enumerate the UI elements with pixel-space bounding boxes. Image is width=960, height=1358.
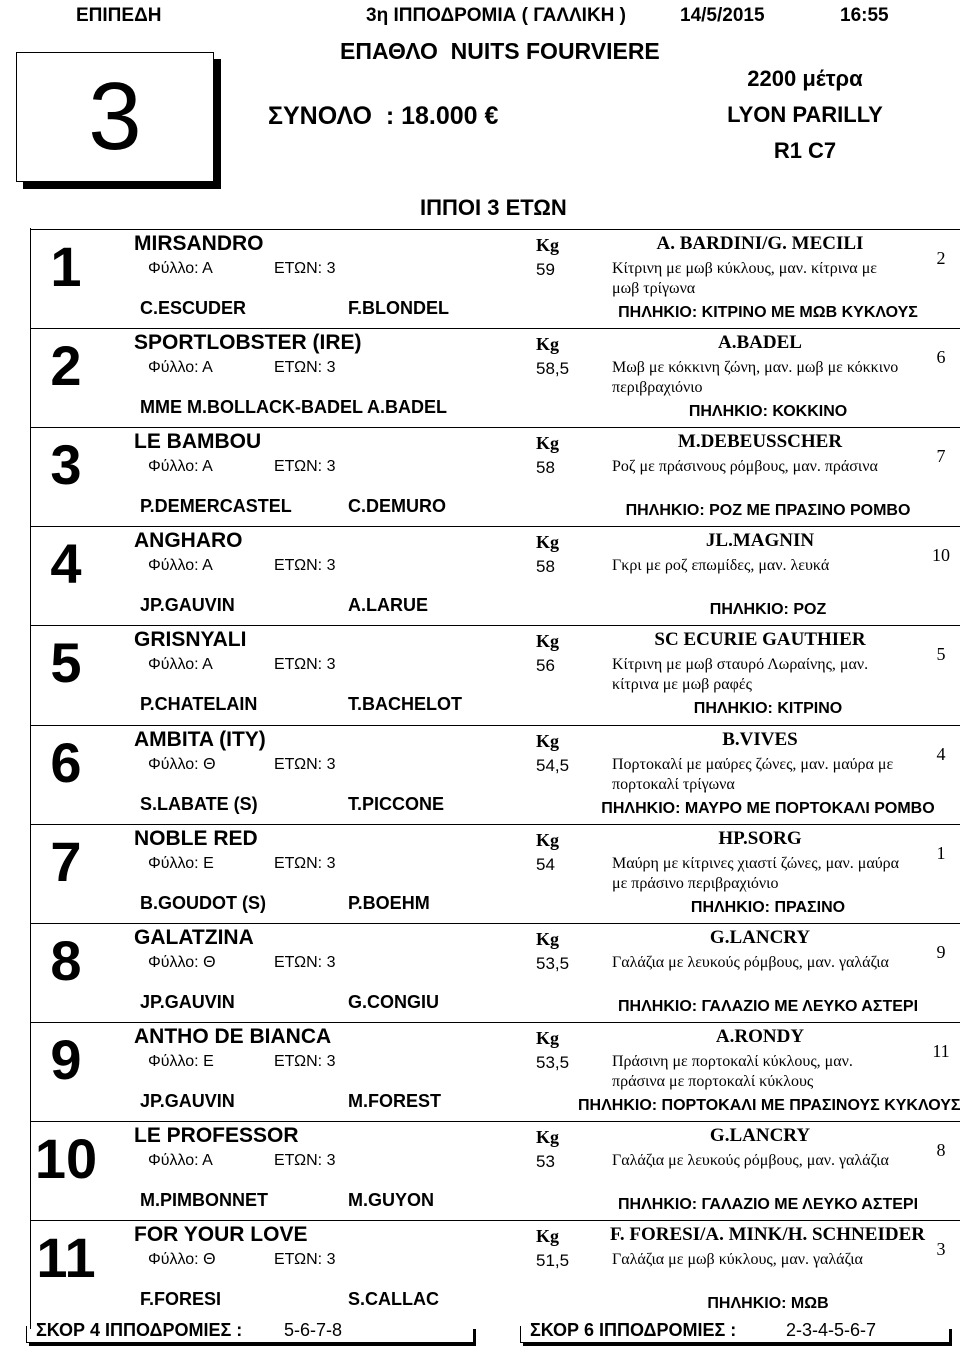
draw-number: 10 — [932, 545, 950, 566]
jockey-name: P.CHATELAIN — [140, 694, 258, 715]
horse-name: LE PROFESSOR — [134, 1123, 299, 1147]
horse-weight: 56 — [536, 656, 555, 676]
silks-colors: Γαλάζια με λευκούς ρόμβους, μαν. γαλάζια — [612, 953, 889, 971]
runner-row — [30, 923, 960, 1023]
runner-number: 8 — [50, 928, 82, 992]
kg-label: Kg — [536, 1226, 560, 1246]
horse-weight: 58,5 — [536, 359, 570, 379]
horse-sex: Φύλλο: Ε — [148, 1052, 214, 1070]
trainer-name: S.CALLAC — [348, 1289, 439, 1309]
draw-number: 1 — [936, 842, 946, 863]
score6-value: 2-3-4-5-6-7 — [786, 1320, 877, 1340]
trainer-name: M.FOREST — [348, 1090, 441, 1111]
runner-number: 3 — [50, 433, 82, 497]
horse-sex: Φύλλο: Θ — [148, 953, 216, 971]
horse-sex: Φύλλο: Α — [148, 458, 213, 476]
horse-weight: 58 — [536, 458, 555, 478]
runner-row — [30, 1121, 960, 1221]
score4-value: 5-6-7-8 — [284, 1320, 343, 1340]
horse-weight: 54,5 — [536, 755, 570, 775]
owner-name: F. FORESI/A. MINK/H. SCHNEIDER — [610, 1224, 925, 1245]
horse-name: GALATZINA — [134, 925, 254, 949]
jersey-description: ΠΗΛΗΚΙΟ: ΜΩΒ — [707, 1295, 829, 1312]
header-bar — [0, 0, 960, 30]
runner-row — [30, 725, 960, 825]
silks-colors: Γαλάζια με μωβ κύκλους, μαν. γαλάζια — [612, 1251, 863, 1268]
jersey-description: ΠΗΛΗΚΙΟ: ΡΟΖ — [709, 601, 827, 619]
silks-colors: Κίτρινη με μωβ σταυρό Λωραίνης, μαν. κίτρινα με μωβ ραφές — [612, 656, 869, 694]
race-number: 3 — [88, 63, 142, 170]
race-date: 14/5/2015 — [680, 5, 765, 26]
horse-sex: Φύλλο: Α — [148, 557, 213, 575]
trainer-name: M.GUYON — [348, 1189, 435, 1210]
horse-weight: 53,5 — [536, 953, 570, 973]
horse-age: ΕΤΩΝ: 3 — [274, 755, 336, 773]
runner-number: 6 — [50, 730, 82, 794]
trainer-name: P.BOEHM — [348, 892, 430, 913]
horse-name: SPORTLOBSTER (IRE) — [134, 331, 362, 355]
owner-name: JL.MAGNIN — [705, 530, 815, 552]
runner-row — [30, 328, 960, 428]
runner-number: 1 — [50, 235, 82, 298]
runner-row — [30, 427, 960, 527]
kg-label: Kg — [536, 829, 560, 850]
owner-name: A.RONDY — [715, 1025, 805, 1047]
trainer-name: T.BACHELOT — [348, 694, 462, 715]
horse-name: ANTHO DE BIANCA — [134, 1024, 332, 1048]
jockey-name: B.GOUDOT (S) — [140, 892, 266, 913]
kg-label: Kg — [536, 1126, 560, 1147]
horse-sex: Φύλλο: Α — [148, 1151, 213, 1169]
owner-name: G.LANCRY — [709, 926, 811, 948]
jockey-name: C.ESCUDER — [140, 298, 247, 318]
kg-label: Kg — [536, 631, 560, 652]
horse-age: ΕΤΩΝ: 3 — [274, 656, 336, 674]
horse-name: MIRSANDRO — [134, 232, 264, 255]
horse-weight: 51,5 — [536, 1251, 570, 1270]
jockey-name: M.PIMBONNET — [140, 1189, 268, 1210]
horse-name: NOBLE RED — [134, 826, 258, 850]
horses-age: ΙΠΠΟΙ 3 ΕΤΩΝ — [420, 195, 567, 220]
horse-sex: Φύλλο: Α — [148, 656, 213, 674]
runner-row — [30, 824, 960, 924]
jersey-description: ΠΗΛΗΚΙΟ: ΚΟΚΚΙΝΟ — [688, 403, 848, 421]
jersey-description: ΠΗΛΗΚΙΟ: ΜΑΥΡΟ ΜΕ ΠΟΡΤΟΚΑΛΙ ΡΟΜΒΟ — [601, 799, 935, 817]
horse-age: ΕΤΩΝ: 3 — [274, 359, 336, 377]
horse-sex: Φύλλο: Θ — [148, 755, 216, 773]
jersey-description: ΠΗΛΗΚΙΟ: ΓΑΛΑΖΙΟ ΜΕ ΛΕΥΚΟ ΑΣΤΕΡΙ — [617, 1195, 919, 1213]
owner-name: HP.SORG — [718, 827, 802, 849]
silks-colors: Μωβ με κόκκινη ζώνη, μαν. μωβ με κόκκινο περιβραχιόνιο — [612, 359, 899, 397]
kg-label: Kg — [536, 730, 560, 751]
trainer-name: F.BLONDEL — [348, 298, 449, 318]
horse-weight: 58 — [536, 557, 555, 577]
owner-name: G.LANCRY — [709, 1124, 811, 1146]
race-distance: 2200 μέτρα — [747, 66, 863, 91]
race-category: ΕΠΙΠΕΔΗ — [76, 5, 162, 26]
kg-label: Kg — [536, 928, 560, 949]
runner-row — [30, 526, 960, 626]
jockey-name: P.DEMERCASTEL — [140, 496, 292, 517]
jersey-description: ΠΗΛΗΚΙΟ: ΠΡΑΣΙΝΟ — [690, 898, 846, 916]
draw-number: 7 — [936, 446, 946, 467]
runner-row — [30, 625, 960, 725]
jersey-description: ΠΗΛΗΚΙΟ: ΚΙΤΡΙΝΟ — [693, 700, 843, 718]
jockey-name: JP.GAUVIN — [140, 595, 235, 616]
jockey-name: F.FORESI — [140, 1289, 222, 1309]
runner-number: 5 — [50, 631, 82, 695]
silks-colors: Γαλάζια με λευκούς ρόμβους, μαν. γαλάζια — [612, 1151, 889, 1169]
kg-label: Kg — [536, 334, 560, 355]
jersey-description: ΠΗΛΗΚΙΟ: ΡΟΖ ΜΕ ΠΡΑΣΙΝΟ ΡΟΜΒΟ — [625, 502, 911, 520]
trainer-name: T.PICCONE — [348, 793, 445, 814]
runner-row — [30, 1022, 960, 1122]
silks-colors: Γκρι με ροζ επωμίδες, μαν. λευκά — [612, 557, 830, 575]
horse-age: ΕΤΩΝ: 3 — [274, 1151, 336, 1169]
draw-number: 2 — [936, 248, 946, 268]
owner-name: M.DEBEUSSCHER — [677, 431, 843, 453]
silks-colors: Πορτοκαλί με μαύρες ζώνες, μαν. μαύρα με πορτοκαλί τρίγωνα — [612, 755, 894, 793]
horse-name: FOR YOUR LOVE — [134, 1223, 308, 1246]
jersey-description: ΠΗΛΗΚΙΟ: ΚΙΤΡΙΝΟ ΜΕ ΜΩΒ ΚΥΚΛΟΥΣ — [618, 304, 918, 321]
horse-name: ANGHARO — [134, 529, 243, 553]
jockey-name: JP.GAUVIN — [140, 1090, 235, 1111]
horse-age: ΕΤΩΝ: 3 — [274, 557, 336, 575]
horse-name: AMBITA (ITY) — [134, 727, 266, 751]
silks-colors: Κίτρινη με μωβ κύκλους, μαν. κίτρινα με μωβ τρίγωνα — [612, 260, 877, 297]
horse-weight: 53,5 — [536, 1052, 570, 1072]
horse-sex: Φύλλο: Ε — [148, 854, 214, 872]
draw-number: 5 — [936, 644, 946, 665]
draw-number: 8 — [936, 1139, 946, 1160]
jockey-name: JP.GAUVIN — [140, 991, 235, 1012]
owner-name: A. BARDINI/G. MECILI — [656, 233, 864, 254]
runner-number: 7 — [50, 829, 82, 893]
horse-name: GRISNYALI — [134, 628, 247, 652]
horse-name: LE BAMBOU — [134, 430, 262, 454]
silks-colors: Μαύρη με κίτρινες χιαστί ζώνες, μαν. μαύρα με πράσινο περιβραχιόνιο — [612, 854, 900, 892]
runner-number: 10 — [34, 1126, 98, 1190]
score6-label: ΣΚΟΡ 6 ΙΠΠΟΔΡΟΜΙΕΣ : — [530, 1320, 737, 1340]
horse-age: ΕΤΩΝ: 3 — [274, 854, 336, 872]
trainer-name: G.CONGIU — [348, 991, 440, 1012]
race-code: R1 C7 — [773, 138, 837, 163]
jersey-description: ΠΗΛΗΚΙΟ: ΓΑΛΑΖΙΟ ΜΕ ΛΕΥΚΟ ΑΣΤΕΡΙ — [617, 997, 919, 1015]
draw-number: 3 — [936, 1239, 946, 1259]
runner-number: 4 — [50, 532, 82, 596]
race-track: LYON PARILLY — [727, 102, 883, 127]
runner-number: 9 — [50, 1027, 82, 1091]
horse-weight: 59 — [536, 260, 555, 279]
kg-label: Kg — [536, 433, 560, 454]
owner-name: B.VIVES — [722, 728, 798, 750]
horse-weight: 53 — [536, 1151, 555, 1171]
horse-age: ΕΤΩΝ: 3 — [274, 458, 336, 476]
trainer-name: C.DEMURO — [348, 496, 446, 517]
horse-sex: Φύλλο: Θ — [148, 1251, 216, 1268]
score4-label: ΣΚΟΡ 4 ΙΠΠΟΔΡΟΜΙΕΣ : — [36, 1320, 243, 1340]
horse-age: ΕΤΩΝ: 3 — [274, 953, 336, 971]
prize-name: ΕΠΑΘΛΟ NUITS FOURVIERE — [340, 38, 660, 64]
horse-age: ΕΤΩΝ: 3 — [274, 260, 336, 277]
owner-name: A.BADEL — [718, 332, 802, 354]
owner-name: SC ECURIE GAUTHIER — [654, 629, 866, 651]
jockey-name: MME M.BOLLACK-BADEL A.BADEL — [140, 397, 447, 418]
kg-label: Kg — [536, 532, 560, 553]
draw-number: 9 — [936, 941, 946, 962]
runner-number: 2 — [50, 334, 82, 398]
kg-label: Kg — [536, 1027, 560, 1048]
jockey-name: S.LABATE (S) — [140, 793, 258, 814]
jersey-description: ΠΗΛΗΚΙΟ: ΠΟΡΤΟΚΑΛΙ ΜΕ ΠΡΑΣΙΝΟΥΣ ΚΥΚΛΟΥΣ — [578, 1096, 960, 1114]
horse-sex: Φύλλο: Α — [148, 359, 213, 377]
runner-row — [30, 1220, 960, 1320]
race-day: 3η ΙΠΠΟΔΡΟΜΙΑ ( ΓΑΛΛΙΚΗ ) — [366, 5, 627, 26]
race-number-box — [16, 52, 214, 182]
draw-number: 6 — [936, 347, 946, 368]
silks-colors: Ροζ με πράσινους ρόμβους, μαν. πράσινα — [612, 458, 878, 476]
silks-colors: Πράσινη με πορτοκαλί κύκλους, μαν. πράσινα με πορτοκαλί κύκλους — [612, 1052, 853, 1090]
horse-weight: 54 — [536, 854, 555, 874]
draw-number: 4 — [936, 743, 946, 764]
kg-label: Kg — [536, 235, 560, 255]
race-time: 16:55 — [840, 5, 889, 26]
horse-age: ΕΤΩΝ: 3 — [274, 1251, 336, 1268]
prize-total: ΣΥΝΟΛΟ : 18.000 € — [268, 102, 499, 130]
horse-sex: Φύλλο: Α — [148, 260, 213, 277]
trainer-name: A.LARUE — [348, 595, 428, 616]
runner-row — [30, 229, 960, 329]
runner-number: 11 — [36, 1226, 96, 1289]
draw-number: 11 — [932, 1040, 950, 1061]
horse-age: ΕΤΩΝ: 3 — [274, 1052, 336, 1070]
